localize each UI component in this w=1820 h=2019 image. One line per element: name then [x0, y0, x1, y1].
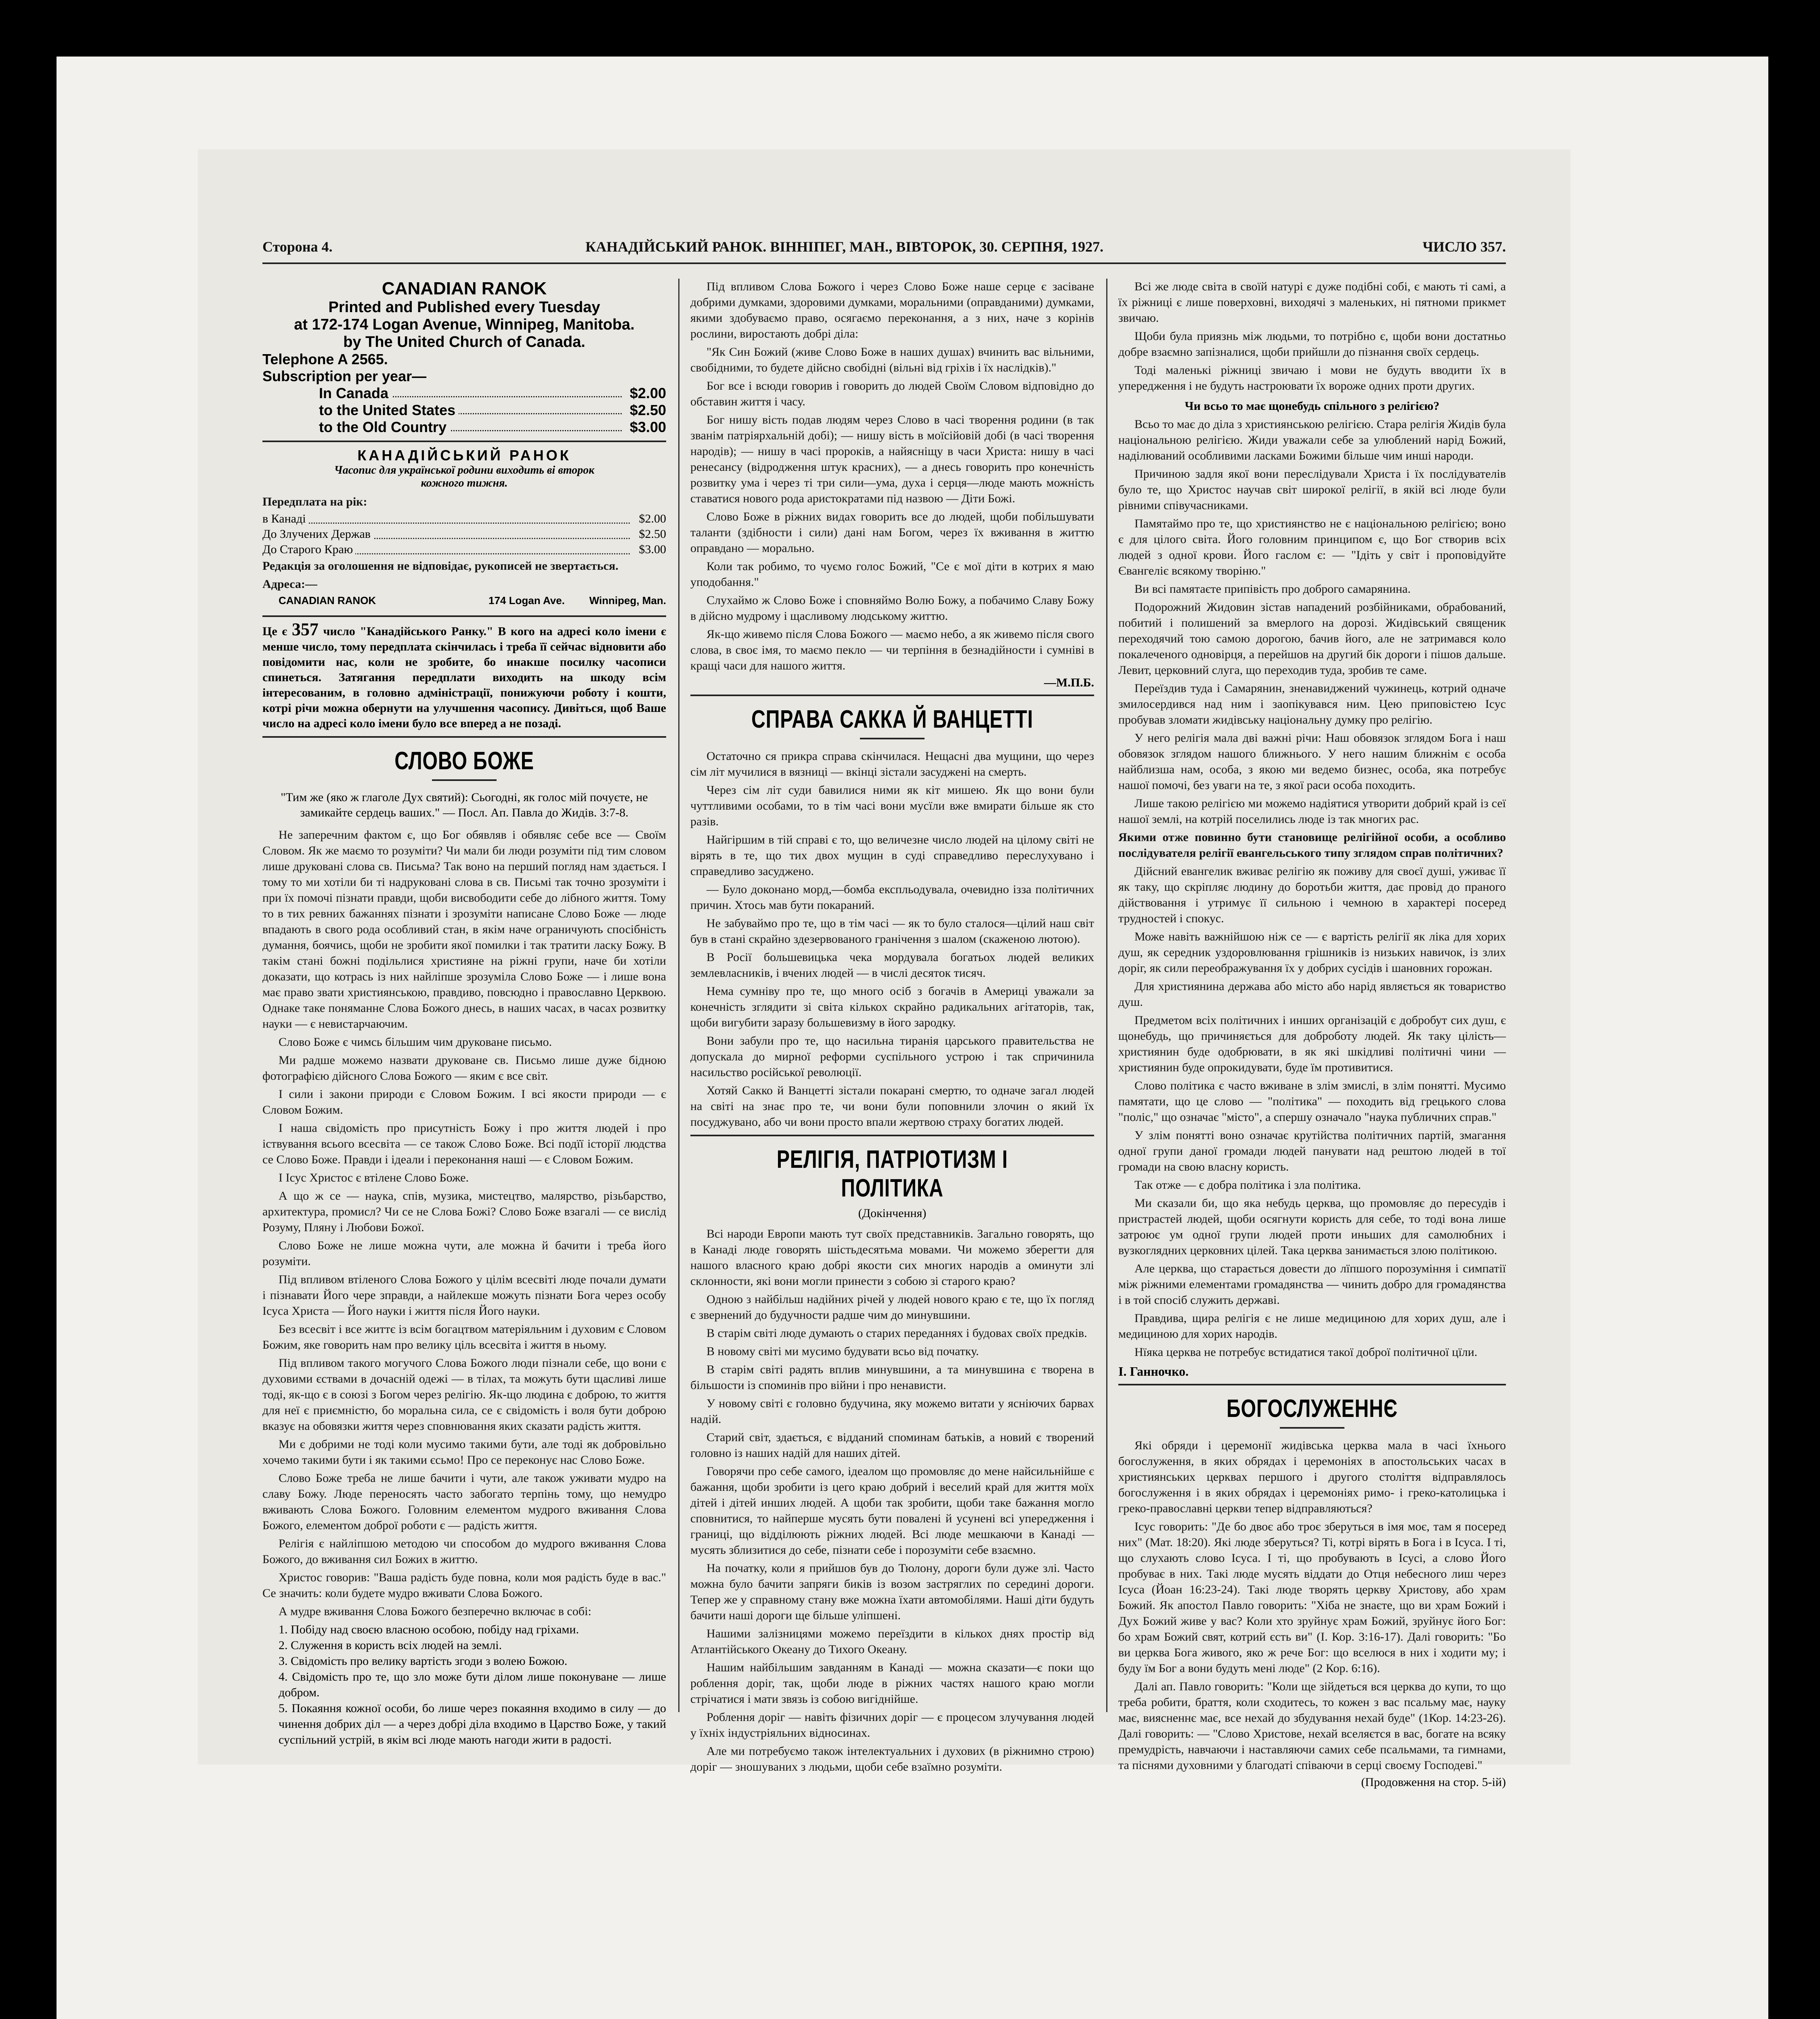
- paragraph: Дійсний евангелик вживає релігію як поживу для своєї душі, уживає її як таку, що скріпляє людину до боротьби життя, дає провід до праного дійствовання і утримує її сильною і чемною в характері посеред трудностей і спокус.: [1118, 865, 1506, 925]
- ua-price-row: [262, 543, 666, 558]
- masthead-telephone: Telephone A 2565.: [262, 351, 388, 367]
- paragraph: Старий світ, здається, є відданий споминам батьків, а новий є творений головно із наших надій для наших дітей.: [690, 1431, 1094, 1460]
- paragraph: Христос говорив: "Ваша радість буде повна, коли моя радість буде в вас." Се значить: коли будете мудро вживати Слова Божого.: [262, 1571, 666, 1600]
- price-row: [262, 402, 666, 419]
- paragraph: Всі же люде світа в своїй натурі є дуже подібні собі, є мають ті самі, а їх ріжниці є лише поверховні, виходячі з маленьких, ні пятноми прикмет звичаю.: [1118, 280, 1506, 325]
- paragraph: Ми сказали би, що яка небудь церква, що промовляє до пересудів і пристрастей людей, щоби осягнути користь для себе, то тоді вона лише затроює ум одної групи людей проти иньших для самолюбних і вузкоглядних церковних цілей. Така церква занимається злою політикою.: [1118, 1196, 1506, 1257]
- paragraph: Ісус говорить: "Де бо двоє або троє зберуться в імя моє, там я посеред них" (Мат. 18:20). Які люде зберуться? Ті, котрі вірять в Бога і в Ісуса. І ті, що слухають слово Ісуса. І ті, що пробувають в Ісусі, а слово Його пробуває в них. Такі люде мусять віддати до Отця небесного лиш через Ісуса (Йоан 16:23-24). Такі люде творять церкву Христову, або храм Божий. Як апостол Павло говорить: "Хіба не знаєте, що ви храм Божий і Дух Божий живе у вас? Коли хто зруйнує храм Божий, зруйнує його Бог: бо храм Божий свят, котрий єсть ви" (І. Кор. 3:16-17). Далі говорить: "Бо ви церква Бога живого, яко ж рече Бог: що вселюся в них і ходити му; і буду їм Бог а вони будуть мені люде" (2 Кор. 6:16).: [1118, 1520, 1506, 1675]
- divider: [262, 615, 666, 617]
- price-label: to the United States: [319, 402, 459, 419]
- masthead-line-3: by The United Church of Canada.: [343, 334, 585, 350]
- paragraph: Як-що живемо після Слова Божого — маємо небо, а як живемо після свого слова, в своє імя, то маємо пекло — чи терпіння в безнадійности і сумніві в кращі часи для нашого життя.: [690, 628, 1094, 672]
- paragraph: Слово Боже в ріжних видах говорить все до людей, щоби побільшувати таланти (здібности і сили) дані нам Богом, через їх вживання в життю оправдано — морально.: [690, 510, 1094, 555]
- paragraph: Для християнина держава або місто або нарід являється як товариство душ.: [1118, 980, 1506, 1009]
- price-label: в Канаді: [262, 512, 308, 526]
- price-label: До Старого Краю: [262, 543, 355, 556]
- paragraph: Остаточно ся прикра справа скінчилася. Нещасні два мущини, що через сім літ мучилися в вязниці — вкінці зістали засуджені на смерть.: [690, 749, 1094, 779]
- column-3: [1118, 279, 1506, 1789]
- paragraph: Ви всі памятаєте припівість про доброго самарянина.: [1134, 582, 1411, 596]
- paragraph: Слово Боже є чимсь більшим чим друковане письмо.: [279, 1035, 552, 1049]
- paragraph: Переїздив туда і Самарянин, зненавиджений чужинець, котрий одначе змилосердився над ним і заопікувався ним. Цею припoвістею Ісус пробував зломати жидівську національну думку про релігію.: [1118, 682, 1506, 726]
- continuation-note: (Продовження на стор. 5-ій): [1361, 1776, 1506, 1789]
- paragraph: Під впливом Слова Божого і через Слово Боже наше серце є засіване добрими думками, здоровими думками, моральними (оправданими) думками, якими здобуваємо право, осягаємо переконання, а з них, наче з корінів рослини, виростають добрі діла:: [690, 280, 1094, 340]
- article-body: [1118, 279, 1506, 394]
- list-item: 2. Служення в користь всіх людей на землі.: [279, 1639, 502, 1652]
- paragraph: І сили і закони природи є Словом Божим. І всі якости природи — є Словом Божим.: [262, 1087, 666, 1117]
- article-title: РЕЛІГІЯ, ПАТРІОТИЗМ І ПОЛІТИКА: [776, 1146, 1008, 1202]
- divider: [690, 1135, 1094, 1136]
- price-value: $3.00: [639, 543, 666, 556]
- divider: [1118, 1384, 1506, 1385]
- paragraph: Так отже — є добра політика і зла політика.: [1134, 1178, 1361, 1192]
- article-body: [1118, 1438, 1506, 1773]
- paragraph: Але церква, що старається довести до лїпшого порозуміння і симпатії між ріжними елементами громадянства — чинить добро для громадянства і в той спосіб служить державі.: [1118, 1262, 1506, 1307]
- paragraph: І наша свідомість про присутність Божу і про життя людей і про іствування всього всесвіта — се також Слово Боже. Всі подїї історії людства се Слово Боже. Правди і ідеали і переконання наші — є Словом Божим.: [262, 1121, 666, 1166]
- ua-editorial-note: Редакція за оголошення не відповідає, рукописей не звертається.: [262, 559, 619, 573]
- paragraph: У него релігія мала дві важні річи: Наш обовязок зглядом Бога і наш обовязок зглядом нашого ближнього. У него нашим ближнім є особа найблизша нам, особа, з якою ми ведемо бизнес, особа, яка потребує нашої помочі, без уваги на те, з якої раси особа походить.: [1118, 731, 1506, 792]
- paragraph: Далі ап. Павло говорить: "Коли ще зійдеться вся церква до купи, то що треба робити, браття, коли сходитесь, то кожен з вас псальму має, науку має, виясненнє має, все нехай до збудування нехай буде" (1Кор. 14:23-26). Далі говорить: — "Слово Христове, нехай вселяєтся в вас, богате на всяку премудрість, навчаючи і наставляючи самих себе псальмами, та гимнами, та піснями духовними у благодаті співаючи в серці своєму Господеві.": [1118, 1680, 1506, 1772]
- scan-background: [57, 57, 1768, 2019]
- paragraph: Слово Боже не лише можна чути, але можна й бачити і треба його розуміти.: [262, 1239, 666, 1268]
- paragraph: Під впливом втіленого Слова Божого у цілім всесвіті люде почали думати і пізнавати Його чере зправди, а найлекше можуть пізнати Бога через особу Ісуса Христа — Його науки і життя після Його науки.: [262, 1273, 666, 1318]
- price-label: to the Old Country: [319, 419, 450, 436]
- paragraph: А що ж се — наука, спів, музика, мистецтво, малярство, різьбарство, архитектура, промисл? Чи се не Слова Божі? Слово Боже взагалі — се вислід Розуму, Пляну і Любови Божої.: [262, 1189, 666, 1234]
- masthead-line-1: Printed and Published every Tuesday: [328, 299, 600, 316]
- article-signature: —М.П.Б.: [1044, 676, 1094, 689]
- paragraph: Але ми потребуємо також інтелектуальних і духових (в ріжнимно строю) доріг — зношуваних з людьми, щоби себе взаїмно розуміти.: [690, 1744, 1094, 1773]
- price-label: In Canada: [319, 385, 392, 402]
- paragraph: Памятаймо про те, що християнство не є національною релігією; воно є для цілого світа. Його головним принципом є, що Бог створив всіх людей з одної крови. Його гаслом є: — "Ідіть у світ і проповідуйте Євангеліє всякому творіню.": [1118, 517, 1506, 577]
- paragraph: Роблення доріг — навіть фізичних доріг — є процесом злучування людей у їхніх індустріяльних відносинах.: [690, 1710, 1094, 1740]
- paragraph: Ми є добрими не тоді коли мусимо такими бути, але тоді як добровільно хочемо такими бути і як такими єсьмо! Про се переконує нас Слово Боже.: [262, 1438, 666, 1467]
- paragraph: Під впливом такого могучого Слова Божого люди пізнали себе, що вони є духовими єствами в дочасній одежі — в тілах, та можуть бути щасливі лише тоді, як-що є в союзі з Богом через релігію. Як-що людина є доброю, то життя для неї є приємністю, бо моральна сила, се є свідомість і воля бути доброю вказує на обовязки життя через сповнювання яких сказати радість життя.: [262, 1356, 666, 1433]
- column-1: [262, 279, 667, 1746]
- article-subtitle: (Докінчення): [858, 1207, 927, 1220]
- title-rule: [860, 738, 925, 739]
- column-rule: [1106, 279, 1107, 1712]
- title-rule: [432, 779, 497, 781]
- paragraph: Правдива, щира релігія є не лише медициною для хорих душ, але і медициною для хорих народів.: [1118, 1312, 1506, 1341]
- paragraph: Одною з найбільш надійних річей у людей нового краю є те, що їх погляд є звернений до будучности радше чим до минувшини.: [690, 1293, 1094, 1322]
- paragraph: Які обряди і церемонії жидівська церква мала в часі їхнього богослуження, в яких обрядах і церемоніях в апостольських часах в християнських церквах першого і другого століття відправлялось богослуження і в яких обрядах і церемоніях римо- і греко-католицька і греко-православні церкви тепер відправляються?: [1118, 1439, 1506, 1515]
- address-label: Адреса:—: [262, 577, 317, 591]
- paragraph: У злім понятті воно означає крутійства політичних партій, змагання одної групи даної громади людей панувати над рештою людей в тої громади на свою власну користь.: [1118, 1129, 1506, 1173]
- price-value: $2.50: [639, 527, 666, 541]
- price-row: [262, 419, 666, 436]
- price-label: До Злучених Держав: [262, 527, 373, 541]
- article-body: [690, 748, 1094, 1130]
- price-value: $3.00: [629, 419, 666, 435]
- paragraph: Може навіть важнійшою ніж се — є вартість релігії як ліка для хорих душ, як середник уздоровлювання грішників із низьких навичок, із злих доріг, як сили переображування їх у добрих сусідів і шановних горожан.: [1118, 930, 1506, 975]
- masthead-subscription: Subscription per year—: [262, 368, 427, 384]
- article-body: [690, 1226, 1094, 1775]
- paragraph: Релігія є найліпшою методою чи способом до мудрого вживання Слова Божого, до вживання сил Божих в життю.: [262, 1537, 666, 1566]
- price-value: $2.00: [639, 512, 666, 525]
- paragraph: Говорячи про себе самого, ідеалом що промовляє до мене найсильнійше є бажання, щоби зробити із цего краю добрий і веселий край для життя моїх дітей і дітей инших людей. А щоби так зробити, щоби таке бажання могло сповнитися, то найперше мусять бути повалені й усунені всі упередження і границі, що відділюють ріжних людей. Всі люде мешкаючи в Канаді — мусять зблизитися до себе, пізнати себе і порозуміти себе взаємно.: [690, 1465, 1094, 1557]
- paragraph: Причиною задля якої вони переслідували Христа і їх послідувателів було те, що Христос научав світ широкої релігії, в якій всі люде були рівними співучасниками.: [1118, 467, 1506, 512]
- article-title: СЛОВО БОЖЕ: [394, 747, 534, 775]
- article-author: І. Ганночко.: [1118, 1364, 1189, 1379]
- article-question: Якими отже повинно бути становище релігійної особи, а особливо послідувателя релігії евангельського типу зглядом справ політичних?: [1118, 831, 1506, 860]
- paragraph: Тоді маленькі ріжниці звичаю і мови не будуть вводити їх в упередження і не будуть настроювати їх вороже одних проти других.: [1118, 363, 1506, 392]
- paragraph: Слово політика є часто вживане в злім змислі, в злім понятті. Мусимо памятати, що це слово — "політика" — походить від грецького слова "поліс," що означає "місто", а спершу означало "наука публичних справ.": [1118, 1079, 1506, 1124]
- issue-number-label: ЧИСЛО 357.: [1422, 239, 1506, 255]
- paragraph: Нашим найбільшим завданням в Канаді — можна сказати—є поки що роблення доріг, так, щоби люде в ріжних частях нашого краю могли стрічатися і мати звязь із собою вигіднійше.: [690, 1661, 1094, 1706]
- ua-masthead-sub-1: Часопис для української родини виходить ві второк: [334, 464, 595, 476]
- renewal-notice: [262, 619, 667, 731]
- notice-number: 357: [291, 619, 319, 639]
- paragraph: Слухаймо ж Слово Боже і сповняймо Волю Божу, а побачимо Славу Божу в дійсно мудрому і щасливому людському життю.: [690, 594, 1094, 623]
- address-street: 174 Logan Ave.: [489, 594, 565, 607]
- paragraph: В старім світі радять вплив минувшини, а та минувшина є творена в більшости із споминів про війни і про ненависти.: [690, 1363, 1094, 1392]
- list-item: 4. Свідомість про те, що зло може бути ділом лише поконуване — лише добром.: [279, 1670, 666, 1699]
- paragraph: В новому світі ми мусимо будувати всьо від початку.: [707, 1345, 979, 1358]
- address-line: [262, 594, 666, 611]
- notice-text: число "Канадійського Ранку." В кого на адресі коло імени є менше число, тому передплата скінчилась і треба її сейчас відновити або повідомити нас, коли не зробите, бо инакше посилку часописи спинеться. Затягання передплати виходить на шкоду всім інтересованим, в головно адміністрації, понижуючи роботу і кошти, котрі річи можна обернути на улучшення часопису. Дивіться, щоб Ваше число на адресі коло імени було все вперед а не позаді.: [262, 625, 667, 730]
- paragraph: А мудре вживання Слова Божого безперечно включає в собі:: [279, 1605, 591, 1618]
- ua-masthead-title: КАНАДІЙСЬКИЙ РАНОК: [357, 447, 571, 464]
- article-title: БОГОСЛУЖЕННЄ: [1226, 1395, 1398, 1423]
- article-title: СПРАВА САККА Й ВАНЦЕТТІ: [751, 705, 1034, 733]
- page-header: [262, 234, 1506, 264]
- ua-masthead-sub-2: кожного тижня.: [421, 477, 508, 489]
- paragraph: Найгіршим в тій справі є то, що величезне число людей на цілому світі не вірять в те, що тих двох мущин в суді справедливо переслухувано і справедливо засуджено.: [690, 833, 1094, 878]
- address-city: Winnipeg, Man.: [589, 594, 666, 607]
- paragraph: На початку, коли я прийшов був до Тюлону, дороги були дуже злі. Часто можна було бачити запряги биків із возом застряглих по середині дороги. Тепер же у справному стану вже можна їхати автомобілями. Наші діти будуть бачити наші дороги ще більше улiпшені.: [690, 1561, 1094, 1622]
- paragraph: Слово Боже треба не лише бачити і чути, але також уживати мудро на славу Божу. Люде переносять часто забогато терпінь тому, що немудро вживають Слова Божого. Головним елементом мудрого вживання Слова Божого, елементом доброї роботи є — радість життя.: [262, 1471, 666, 1532]
- price-row: [262, 385, 666, 402]
- ua-prepay-label: Передплата на рік:: [262, 495, 367, 508]
- paragraph: У новому світі є головно будучина, яку можемо витати у ясніючих барвах надій.: [690, 1397, 1094, 1426]
- price-value: $2.50: [629, 402, 666, 418]
- article-epigraph: "Тим же (яко ж глаголе Дух святий): Сьогодні, як голос мій почуєте, не замикайте сердець ваших." — Посл. Ап. Павла до Жидів. 3:7-8.: [281, 791, 648, 819]
- paragraph: Нїяка церква не потребує встидатися такої доброї політичної цїли.: [1134, 1345, 1478, 1359]
- paragraph: Коли так робимо, то чуємо голос Божий, "Се є мої діти в котрих я маю уподобання.": [690, 560, 1094, 589]
- paragraph: Не заперечним фактом є, що Бог обявляв і обявляє себе все — Своїм Словом. Як же маємо то розуміти? Чи мали би люди розуміти під тим словом лише друковані слова св. Письма? Так воно на перший погляд нам здається. І тому то ми хотіли би ті надруковані слова в св. Письмі так точно зрозуміти і при їх помочі пізнати правди, щоби висвободити себе до лібного життя. Тому то в тих ревних бажаннях пізнати і зрозуміти написане Слово Боже — люде впадають в свого рода особливий стан, в якім наче ограничують спосібність думання, боячись, щоби не зробити якої помилки і так тратити ласку Божу. В такім стані божні подільлися християне на ріжні групи, наче би хотіли доказати, що котрась із них найлiпше зрозуміла Слово Боже — і лише вона має право звати християнською, правдиво, повсюдно і православно Церквою. Однаке таке поняманне Слова Божого днесь, в наших часах, в часах розвитку науки — є невистарчаючим.: [262, 828, 666, 1030]
- ua-price-row: [262, 527, 666, 543]
- paragraph: Всі народи Европи мають тут своїх представників. Загально говорять, що в Канаді люде говорять шістьдесятьма мовами. Чи можемо зберегти для нашого власного краю добрі якости сих многих народів а оминути злі склонности, які вони могли принести з собою зі старого краю?: [690, 1227, 1094, 1288]
- paragraph: Щоби була приязнь між людьми, то потрібно є, щоби вони достатньо добре взаємно запізналися, щоби прийшли до пізнання своїх сердець.: [1118, 330, 1506, 359]
- article-body: [1118, 416, 1506, 827]
- paragraph: Предметом всіх політичних і инших організацій є добробут сих душ, є щонебудь, що причиняється для доброботу людей. Як таку цілість— християнин буде одобрювати, в як які шкідливі політичні чини — християнин буде опрокидувати, буде їм противитися.: [1118, 1014, 1506, 1074]
- paragraph: Ми радше можемо назвати друковане св. Письмо лише дуже бідною фотографією дійсного Слова Божого — яким є все світ.: [262, 1054, 666, 1083]
- page-number-label: Сторона 4.: [262, 239, 333, 255]
- paragraph: Хотяй Сакко й Ванцетті зістали покарані смертю, то одначе загал людей на світі на знає про те, чи вони були поповнили злочин о який їх посуджувано, або чи вони просто впали жертвою страху богатих людей.: [690, 1084, 1094, 1129]
- divider: [262, 441, 666, 442]
- paragraph: — Було доконано морд,—бомба експльодувала, очевидно ізза політичних причин. Хтось мав бути покараний.: [690, 883, 1094, 912]
- address-name: CANADIAN RANOK: [279, 594, 376, 607]
- paragraph: Без всесвіт і все життє із всім богацтвом матеріяльним і духовим є Словом Божим, яке говорить нам про велику ціль всесвіта і життя в ньому.: [262, 1322, 666, 1352]
- column-rule: [678, 279, 679, 1712]
- paragraph: Вони забули про те, що насильна тиранія царського правительства не допускала до мирної реформи суспільного устрою і так спричинила насильство російської революції.: [690, 1034, 1094, 1079]
- title-rule: [1280, 1427, 1344, 1429]
- columns: [262, 279, 1506, 1789]
- paragraph: Лише такою релігією ми можемо надіятися утворити добрий край із сеї нашої землі, на котрій поселились люде із так многих рас.: [1118, 797, 1506, 826]
- masthead-name: CANADIAN RANOK: [382, 279, 547, 298]
- article-body: [262, 827, 666, 1748]
- paragraph: Нема сумніву про те, що много осіб з богачів в Америці уважали за конечність зглядити зі світа кількох скрайно радикальних агітаторів, так, щоби вигубити заразу большевизму в його зародку.: [690, 984, 1094, 1029]
- paragraph: Через сім літ суди бавилися ними як кіт мишею. Як що вони були чуттливими особами, то в тім часі вони мусїли вже вмирати більше як сто разів.: [690, 783, 1094, 828]
- notice-prefix: Це є: [262, 625, 287, 638]
- price-value: $2.00: [629, 385, 666, 401]
- article-body: [690, 279, 1094, 674]
- list-item: 5. Покаяння кожної особи, бо лише через покаяння входимо в силу — до чинення добрих діл — а через добрі діла входимо в Царство Боже, у такий суспільний устрій, в якім всі люде мають нагоди жити в радості.: [279, 1702, 666, 1746]
- paragraph: Подорожний Жидовин зістав нападений розбійниками, обрабований, побитий і полишений за вмерлого на дорозі. Жидівський священик переходячий тою самою дорогою, бачив його, але не затримався коло покалеченого одновірця, а перейшов на другий бік дороги і пішов дальше. Левит, церковний слуга, що переходив туда, зробив те саме.: [1118, 600, 1506, 677]
- paragraph: Бог нишу вість подав людям через Слово в часі творення родини (в так званім патріярхальній добі); — нишу вість в моїсійовій добі (в часі творення народів); — нишу в часі пророків, а найясніщу в часи Христа: нишу в часі ренесансу (відродження штук красних), — а днесь говорить про конечність розвитку ума і через ті три сили—ума, духа і серця—люде мають можність ставатися нового рода аристократами під назвою — Діти Божі.: [690, 413, 1094, 505]
- article-body: [1118, 863, 1506, 1360]
- paper-dateline: КАНАДІЙСЬКИЙ РАНОК. ВІННІПЕГ, МАН., ВІВТОРОК, 30. СЕРПНЯ, 1927.: [585, 239, 1104, 255]
- paragraph: Не забуваймо про те, що в тім часі — як то було сталося—цілий наш світ був в стані скрайно здезервованого гранічення з шалом (скаженою лютою).: [690, 917, 1094, 946]
- list-item: 1. Побіду над своєю власною особою, побіду над гріхами.: [279, 1623, 579, 1636]
- paragraph: Бог все і всюди говорив і говорить до людей Своїм Словом відповідно до обставин життя і часу.: [690, 379, 1094, 408]
- paragraph: Нашими залізницями можемо переїздити в кількох днях простір від Атлантійського Океану до Тихого Океану.: [690, 1627, 1094, 1656]
- masthead-line-2: at 172-174 Logan Avenue, Winnipeg, Manitoba.: [294, 316, 635, 333]
- article-question: Чи всьо то має щонебудь спільного з релігією?: [1185, 399, 1440, 413]
- paragraph: В старім світі люде думають о старих переданнях і будовах своїх предків.: [707, 1326, 1087, 1340]
- divider: [690, 695, 1094, 696]
- paragraph: "Як Син Божий (живе Слово Боже в наших душах) вчинить вас вільними, свобідними, то будете дійсно свобідні (вільні від гріхів і їх наслідків).": [690, 345, 1094, 374]
- divider: [262, 736, 666, 738]
- newspaper-page: [198, 149, 1570, 1789]
- column-2: [690, 279, 1094, 1773]
- ua-price-row: [262, 512, 666, 527]
- list-item: 3. Свідомість про велику вартість згоди з волею Божою.: [279, 1654, 568, 1668]
- paragraph: Всьо то має до діла з християнською релігією. Стара релігія Жидів була національною релігією. Жиди уважали себе за улюблений нарід Божий, наділюваний особливими ласками Божими більше чим инші народи.: [1118, 418, 1506, 462]
- paragraph: І Ісус Христос є втілене Слово Боже.: [279, 1171, 469, 1184]
- paragraph: В Росії большевицька чека мордувала богатьох людей великих землевласників, і вчених людей — в числі десяток тисяч.: [690, 951, 1094, 980]
